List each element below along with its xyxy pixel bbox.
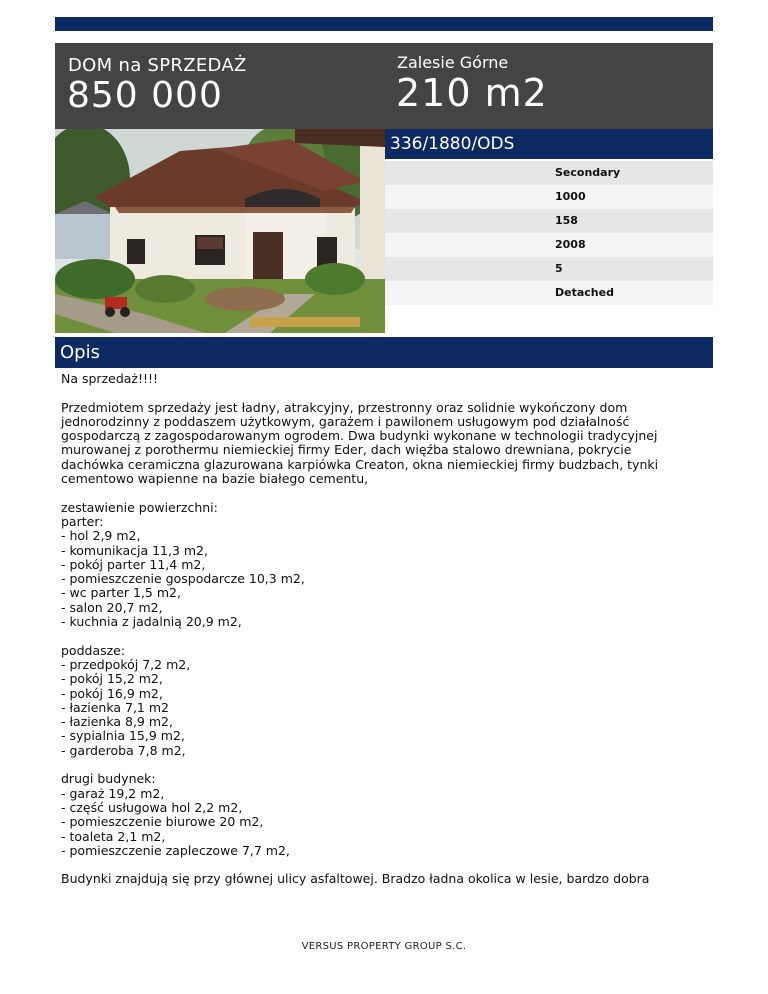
spec-plot-area: 1000 — [385, 185, 713, 209]
list-item: - wc parter 1,5 m2, — [61, 585, 181, 601]
drugi-budynek-list — [61, 772, 681, 858]
spec-market: Secondary — [385, 161, 713, 185]
spec-rooms: 5 — [385, 257, 713, 281]
description-line: jednorodzinny z poddaszem użytkowym, garażem i pawilonem usługowym pod działalność — [61, 413, 630, 429]
list-item: - pokój 16,9 m2, — [61, 685, 163, 701]
list-item: - łazienka 7,1 m2 — [61, 699, 169, 715]
property-type: DOM na SPRZEDAŻ — [68, 55, 247, 76]
description-line: murowanej z porothermu niemieckiej firmy Eder, dach więźba stalowo drewniana, pokrycie — [61, 442, 632, 458]
property-price: 850 000 — [67, 75, 223, 116]
list-item: - toaleta 2,1 m2, — [61, 828, 166, 844]
list-item: zestawienie powierzchni: — [61, 499, 218, 515]
description-line: cementowo wapienne na bazie białego cementu, — [61, 471, 369, 487]
spec-year-built: 2008 — [385, 233, 713, 257]
property-area: 210 m2 — [396, 71, 548, 115]
list-item: - hol 2,9 m2, — [61, 528, 141, 544]
description-intro: Na sprzedaż!!!! — [61, 371, 159, 386]
description-line: gospodarczą z zagospodarowanym ogrodem. Dwa budynki wykonane w technologii tradycyjnej — [61, 428, 658, 444]
list-item: - komunikacja 11,3 m2, — [61, 542, 208, 558]
spec-usable-area: 158 — [385, 209, 713, 233]
listing-reference: 336/1880/ODS — [385, 129, 713, 159]
list-item: - pokój parter 11,4 m2, — [61, 556, 206, 572]
description-paragraph — [61, 401, 681, 487]
listing-header — [55, 43, 713, 129]
description-section-title: Opis — [55, 337, 713, 368]
specs-table — [385, 161, 713, 305]
poddasze-list — [61, 644, 681, 758]
list-item: - łazienka 8,9 m2, — [61, 714, 173, 730]
list-item: - pomieszczenie zapleczowe 7,7 m2, — [61, 842, 290, 858]
list-item: - garaż 19,2 m2, — [61, 785, 165, 801]
list-item: - pokój 15,2 m2, — [61, 671, 163, 687]
list-item: - garderoba 7,8 m2, — [61, 742, 186, 758]
list-item: - przedpokój 7,2 m2, — [61, 656, 191, 672]
parter-list — [61, 501, 681, 630]
list-item: - pomieszczenie biurowe 20 m2, — [61, 814, 264, 830]
spec-building-type: Detached — [385, 281, 713, 305]
list-item: - pomieszczenie gospodarcze 10,3 m2, — [61, 571, 305, 587]
description-closing: Budynki znajdują się przy głównej ulicy asfaltowej. Bradzo ładna okolica w lesie, bardzo dobra — [61, 871, 650, 887]
description-line: Przedmiotem sprzedaży jest ładny, atrakcyjny, przestronny oraz solidnie wykończony dom — [61, 399, 628, 415]
description-body — [61, 372, 681, 901]
list-item: poddasze: — [61, 642, 126, 658]
footer-company: VERSUS PROPERTY GROUP S.C. — [301, 941, 467, 952]
property-photo — [55, 129, 385, 333]
top-accent-bar — [55, 17, 713, 31]
list-item: - salon 20,7 m2, — [61, 599, 163, 615]
list-item: drugi budynek: — [61, 771, 156, 787]
property-location: Zalesie Górne — [397, 53, 509, 72]
list-item: - kuchnia z jadalnią 20,9 m2, — [61, 614, 242, 630]
list-item: - sypialnia 15,9 m2, — [61, 728, 185, 744]
list-item: parter: — [61, 513, 104, 529]
list-item: - część usługowa hol 2,2 m2, — [61, 799, 243, 815]
description-line: dachówka ceramiczna glazurowana karpiówka Creaton, okna niemieckiej firmy budzbach, tynki — [61, 456, 659, 472]
